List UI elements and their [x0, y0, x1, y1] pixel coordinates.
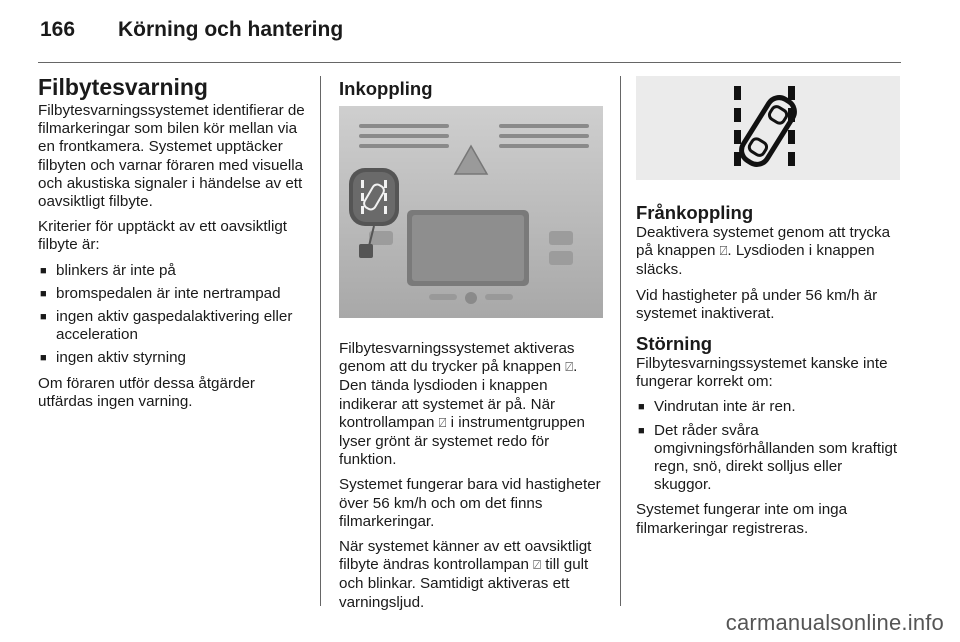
lane-departure-icon: ⍁ [438, 415, 447, 431]
column-lane-departure [38, 72, 306, 418]
lane-departure-icon [636, 76, 900, 180]
list-item: ■ Vindrutan inte är ren. [636, 398, 902, 416]
watermark: carmanualsonline.info [725, 610, 944, 635]
lane-departure-icon: ⍁ [533, 558, 541, 574]
dashboard-photo [339, 106, 603, 318]
outro-paragraph: Om föraren utför dessa åtgärder utfärdas ingen varning. [38, 374, 255, 410]
section-heading: Frånkoppling [636, 202, 754, 223]
chapter-title: Körning och hantering [118, 18, 344, 41]
header-rule [38, 62, 901, 63]
list-item: ■ blinkers är inte på [38, 262, 306, 280]
fault-intro: Filbytesvarningssystemet kanske inte fungerar korrekt om: [636, 355, 888, 391]
intro-paragraph: Filbytesvarningssystemet identifierar de filmarkeringar som bilen kör mellan via en frontkamera. Systemet upptäcker filbyten och varnar föraren med visuella och akustiska signaler i händelse av ett oavsiktligt filbyte. [38, 102, 305, 211]
list-item: ■ bromspedalen är inte nertrampad [38, 285, 306, 303]
deactivation-paragraph: Deaktivera systemet genom att trycka på knappen ⍁. Lysdioden i knappen släcks. [636, 224, 891, 279]
dashboard-illustration [339, 106, 603, 318]
column-activation [339, 72, 603, 619]
low-speed-paragraph: Vid hastigheter på under 56 km/h är systemet inaktiverat. [636, 286, 878, 322]
column-divider [320, 76, 321, 606]
criteria-intro: Kriterier för upptäckt av ett oavsiktligt filbyte är: [38, 218, 288, 254]
activation-paragraph: Filbytesvarningssystemet aktiveras genom att du trycker på knappen ⍁. Den tända lysdioden i knappen indikerar att systemet är på. När kontrollampan ⍁ i instrumentgruppen lyser grönt är systemet redo för funktion. [339, 340, 585, 469]
no-markings-paragraph: Systemet fungerar inte om inga filmarkeringar registreras. [636, 501, 848, 537]
page-number: 166 [40, 18, 76, 41]
warning-paragraph: När systemet känner av ett oavsiktligt filbyte ändras kontrollampan ⍁ till gult och blinkar. Samtidigt aktiveras ett varningsljud. [339, 538, 592, 611]
lane-symbol-figure [636, 76, 900, 180]
list-item: ■ ingen aktiv gaspedalaktivering eller acceleration [38, 308, 306, 344]
criteria-list [38, 262, 306, 368]
lane-departure-icon: ⍁ [719, 244, 728, 260]
speed-paragraph: Systemet fungerar bara vid hastigheter över 56 km/h och om det finns filmarkeringar. [339, 476, 601, 530]
fault-list [636, 398, 902, 494]
section-heading: Inkoppling [339, 78, 433, 99]
lane-departure-icon: ⍁ [565, 360, 574, 376]
section-heading: Filbytesvarning [38, 74, 208, 100]
column-deactivation [636, 72, 902, 545]
page-header [40, 18, 910, 58]
section-heading: Störning [636, 333, 713, 355]
list-item: ■ ingen aktiv styrning [38, 349, 306, 367]
list-item: ■ Det råder svåra omgivningsförhållanden som kraftigt regn, snö, direkt solljus eller skuggor. [636, 422, 902, 495]
column-divider [620, 76, 621, 606]
